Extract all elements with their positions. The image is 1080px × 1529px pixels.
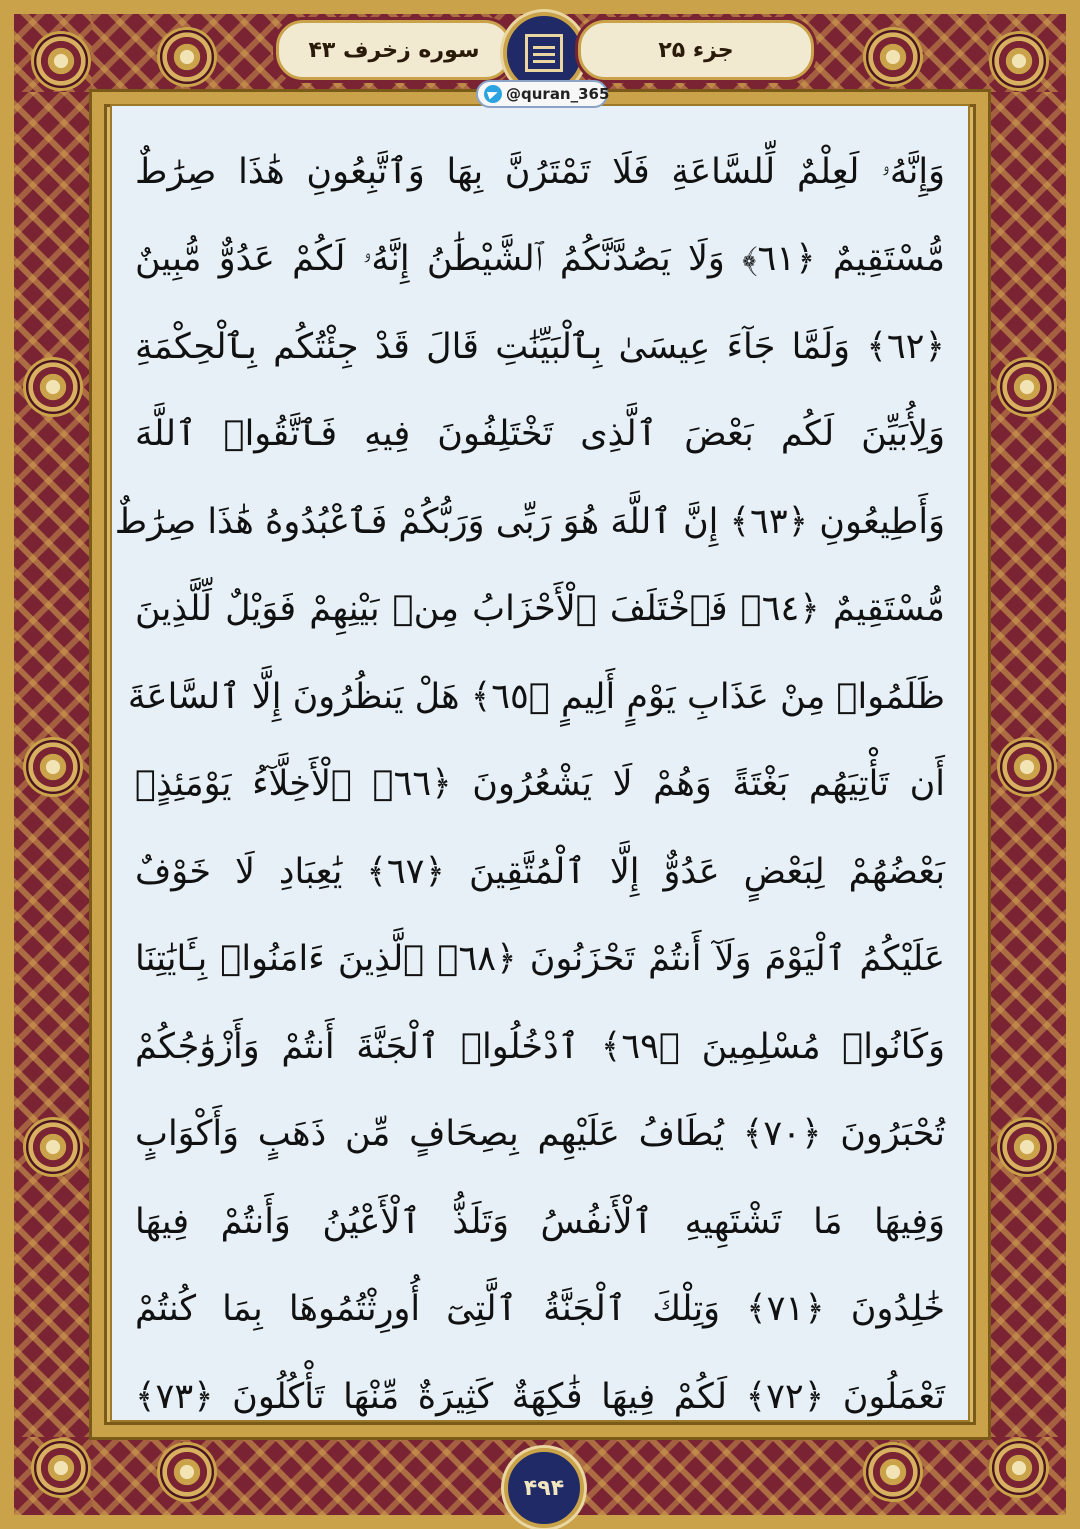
verse-line bbox=[114, 478, 950, 566]
ornamental-medallion-icon bbox=[34, 34, 88, 88]
channel-handle-badge[interactable] bbox=[476, 80, 608, 108]
channel-handle: @quran_365 bbox=[506, 85, 610, 103]
line-text: وَإِنَّهُۥ لَعِلْمٌ لِّلسَّاعَةِ فَلَا تَمْتَرُنَّ بِهَا وَٱتَّبِعُونِ هَٰذَا صِرَٰطٌ bbox=[135, 151, 945, 192]
line-text: وَلِأُبَيِّنَ لَكُم بَعْضَ ٱلَّذِى تَخْتَلِفُونَ فِيهِ فَٱتَّقُوا۟ ٱللَّهَ bbox=[135, 414, 945, 455]
line-text: عَلَيْكُمُ ٱلْيَوْمَ وَلَآ أَنتُمْ تَحْزَنُونَ ﴿٦٨﴾ ٱلَّذِينَ ءَامَنُوا۟ بِـَٔايَٰتِنَا bbox=[135, 939, 945, 980]
ornamental-medallion-icon bbox=[160, 30, 214, 84]
ornamental-medallion-icon bbox=[1000, 740, 1054, 794]
verse-line bbox=[130, 1178, 950, 1266]
verse-line bbox=[130, 566, 950, 654]
ornamental-medallion-icon bbox=[26, 360, 80, 414]
verse-line bbox=[130, 216, 950, 304]
ornamental-medallion-icon bbox=[26, 1120, 80, 1174]
verse-line bbox=[130, 1266, 950, 1354]
ornamental-medallion-icon bbox=[1000, 360, 1054, 414]
ornamental-medallion-icon bbox=[866, 30, 920, 84]
ornamental-medallion-icon bbox=[26, 740, 80, 794]
surah-cartouche bbox=[276, 20, 512, 80]
line-text: أَن تَأْتِيَهُم بَغْتَةً وَهُمْ لَا يَشْعُرُونَ ﴿٦٦﴾ ٱلْأَخِلَّآءُ يَوْمَئِذٍۭ bbox=[135, 764, 946, 805]
verse-line bbox=[130, 1003, 950, 1091]
juz-label: جزء ۲۵ bbox=[658, 37, 734, 63]
line-text: بَعْضُهُمْ لِبَعْضٍ عَدُوٌّ إِلَّا ٱلْمُتَّقِينَ ﴿٦٧﴾ يَٰعِبَادِ لَا خَوْفٌ bbox=[135, 851, 946, 892]
ornamental-medallion-icon bbox=[866, 1445, 920, 1499]
verse-lines bbox=[114, 128, 950, 1441]
ornamental-medallion-icon bbox=[992, 1441, 1046, 1495]
verse-line bbox=[130, 303, 950, 391]
verse-line bbox=[127, 653, 950, 741]
verse-line bbox=[130, 1091, 950, 1179]
line-text: مُّسْتَقِيمٌ ﴿٦١﴾ وَلَا يَصُدَّنَّكُمُ ٱلشَّيْطَٰنُ إِنَّهُۥ لَكُمْ عَدُوٌّ مُّبِينٌ bbox=[135, 239, 945, 280]
line-text: وَكَانُوا۟ مُسْلِمِينَ ﴿٦٩﴾ ٱدْخُلُوا۟ ٱلْجَنَّةَ أَنتُمْ وَأَزْوَٰجُكُمْ bbox=[135, 1026, 946, 1067]
line-text: مُّسْتَقِيمٌ ﴿٦٤﴾ فَٱخْتَلَفَ ٱلْأَحْزَابُ مِنۢ بَيْنِهِمْ فَوَيْلٌ لِّلَّذِينَ bbox=[135, 589, 945, 630]
page-number-badge bbox=[504, 1448, 584, 1528]
ornamental-medallion-icon bbox=[34, 1441, 88, 1495]
line-text: وَفِيهَا مَا تَشْتَهِيهِ ٱلْأَنفُسُ وَتَلَذُّ ٱلْأَعْيُنُ وَأَنتُمْ فِيهَا bbox=[135, 1201, 945, 1242]
verse-line bbox=[130, 741, 950, 829]
verse-line bbox=[130, 828, 950, 916]
line-text: وَأَطِيعُونِ ﴿٦٣﴾ إِنَّ ٱللَّهَ هُوَ رَبِّى وَرَبُّكُمْ فَٱعْبُدُوهُ هَٰذَا صِرَٰطٌ bbox=[114, 501, 945, 542]
verse-line bbox=[130, 916, 950, 1004]
telegram-icon bbox=[484, 85, 502, 103]
surah-label: سوره زخرف ۴۳ bbox=[308, 37, 480, 63]
line-text: ظَلَمُوا۟ مِنْ عَذَابِ يَوْمٍ أَلِيمٍ ﴿٦٥﴾ هَلْ يَنظُرُونَ إِلَّا ٱلسَّاعَةَ bbox=[127, 676, 945, 717]
verse-line bbox=[130, 1353, 950, 1441]
ornamental-medallion-icon bbox=[160, 1445, 214, 1499]
line-text: خَٰلِدُونَ ﴿٧١﴾ وَتِلْكَ ٱلْجَنَّةُ ٱلَّتِىٓ أُورِثْتُمُوهَا بِمَا كُنتُمْ bbox=[135, 1289, 945, 1330]
verse-line bbox=[130, 391, 950, 479]
line-text: تُحْبَرُونَ ﴿٧٠﴾ يُطَافُ عَلَيْهِم بِصِحَافٍ مِّن ذَهَبٍ وَأَكْوَابٍ bbox=[135, 1114, 946, 1155]
ornamental-medallion-icon bbox=[1000, 1120, 1054, 1174]
logo-glyph bbox=[525, 34, 563, 72]
line-text: ﴿٦٢﴾ وَلَمَّا جَآءَ عِيسَىٰ بِٱلْبَيِّنَٰتِ قَالَ قَدْ جِئْتُكُم بِٱلْحِكْمَةِ bbox=[135, 326, 945, 367]
juz-cartouche bbox=[578, 20, 814, 80]
line-text: تَعْمَلُونَ ﴿٧٢﴾ لَكُمْ فِيهَا فَٰكِهَةٌ كَثِيرَةٌ مِّنْهَا تَأْكُلُونَ ﴿٧٣﴾ bbox=[135, 1376, 945, 1417]
ornamental-medallion-icon bbox=[992, 34, 1046, 88]
page-number: ۴۹۴ bbox=[523, 1475, 565, 1501]
verse-line bbox=[130, 128, 950, 216]
